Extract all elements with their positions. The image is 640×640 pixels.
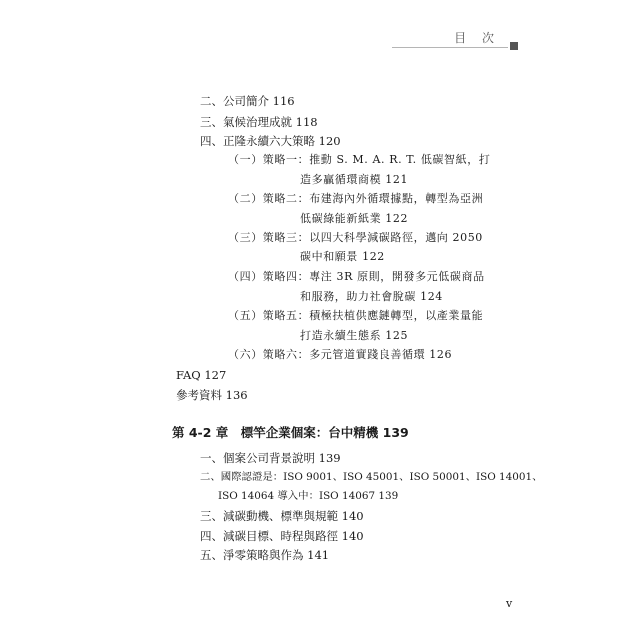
toc-entry: 一、個案公司背景說明 139 [200,451,341,465]
toc-entry: 五、淨零策略與作為 141 [200,548,330,562]
toc-entry-cont: ISO 14064 導入中：ISO 14067 139 [218,490,399,502]
toc-subentry: （六）策略六：多元管道實踐良善循環 126 [228,348,453,361]
toc-subentry-cont: 打造永續生態系 125 [300,329,409,342]
toc-subentry-cont: 低碳綠能新紙業 122 [300,212,409,225]
toc-subentry-cont: 和服務，助力社會脫碳 124 [300,290,443,303]
toc-subentry: （二）策略二：布建海內外循環據點，轉型為亞洲 [228,192,484,205]
chapter-heading: 第 4-2 章 標竿企業個案：台中精機 139 [172,425,409,440]
toc-subentry: （三）策略三：以四大科學減碳路徑，邁向 2050 [228,231,483,244]
running-header [392,30,518,48]
toc-entry: 二、國際認證是：ISO 9001、ISO 45001、ISO 50001、ISO 14001、 [200,471,543,483]
toc-entry-references: 參考資料 136 [176,388,248,402]
toc-subentry: （一）策略一：推動 S. M. A. R. T. 低碳智紙，打 [228,153,491,166]
toc-entry-faq: FAQ 127 [176,368,227,382]
page-number: v [506,597,513,610]
toc-subentry: （四）策略四：專注 3R 原則，開發多元低碳商品 [228,270,485,283]
header-rule [392,47,508,48]
toc-subentry: （五）策略五：積極扶植供應鏈轉型，以產業量能 [228,309,484,322]
header-square-ornament [510,42,518,50]
toc-entry: 三、減碳動機、標準與規範 140 [200,509,364,523]
header-title: 目 次 [454,31,500,45]
toc-entry: 二、公司簡介 116 [200,94,295,108]
toc-subentry-cont: 碳中和願景 122 [300,250,385,263]
toc-subentry-cont: 造多贏循環商模 121 [300,173,409,186]
toc-entry: 四、減碳目標、時程與路徑 140 [200,529,364,543]
toc-entry: 三、氣候治理成就 118 [200,115,318,129]
toc-entry: 四、正隆永續六大策略 120 [200,134,341,148]
